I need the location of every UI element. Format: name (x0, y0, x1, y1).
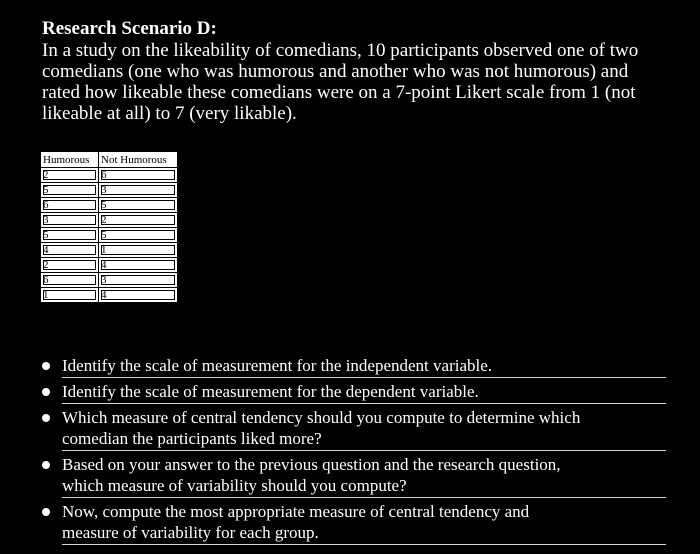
question-line: Now, compute the most appropriate measure of central tendency and (62, 502, 530, 521)
question-item (36, 355, 666, 378)
question-text (62, 381, 666, 404)
humorous-cell: 2 (41, 168, 99, 183)
question-item (36, 501, 666, 545)
not-humorous-cell: 1 (99, 243, 178, 258)
not-humorous-cell: 6 (99, 168, 178, 183)
table-row (41, 288, 178, 303)
question-line: Identify the scale of measurement for the independent variable. (62, 356, 493, 375)
bullet-icon (42, 362, 50, 370)
humorous-cell: 5 (41, 183, 99, 198)
scenario-line: rated how likeable these comedians were on a 7-point Likert scale from 1 (not (42, 82, 636, 103)
bullet-icon (42, 414, 50, 422)
humorous-cell: 6 (41, 198, 99, 213)
ratings-table (40, 151, 178, 303)
scenario-line: In a study on the likeability of comedians, 10 participants observed one of two (42, 40, 639, 61)
scenario-block (42, 18, 682, 124)
bullet-icon (42, 461, 50, 469)
table-row (41, 258, 178, 273)
question-line: measure of variability for each group. (62, 523, 319, 542)
question-line: Based on your answer to the previous question and the research question, (62, 455, 561, 474)
question-item (36, 407, 666, 451)
humorous-cell: 1 (41, 288, 99, 303)
humorous-cell: 2 (41, 258, 99, 273)
table-row (41, 243, 178, 258)
not-humorous-cell: 4 (99, 288, 178, 303)
question-list (36, 355, 666, 548)
table-row (41, 183, 178, 198)
table-row (41, 228, 178, 243)
scenario-description (42, 40, 682, 124)
table-row (41, 273, 178, 288)
scenario-line: likeable at all) to 7 (very likable). (42, 103, 297, 124)
table-header-row (41, 152, 178, 168)
question-text (62, 355, 666, 378)
humorous-cell: 6 (41, 273, 99, 288)
bullet-icon (42, 508, 50, 516)
humorous-cell: 4 (41, 243, 99, 258)
humorous-cell: 3 (41, 213, 99, 228)
header-not-humorous: Not Humorous (99, 152, 178, 168)
question-line: Which measure of central tendency should you compute to determine which (62, 408, 581, 427)
bullet-icon (42, 388, 50, 396)
question-line: comedian the participants liked more? (62, 429, 322, 448)
table-row (41, 168, 178, 183)
question-item (36, 454, 666, 498)
header-humorous: Humorous (41, 152, 99, 168)
question-text (62, 501, 666, 545)
table-row (41, 213, 178, 228)
question-line: which measure of variability should you compute? (62, 476, 407, 495)
question-text (62, 454, 666, 498)
not-humorous-cell: 2 (99, 213, 178, 228)
question-item (36, 381, 666, 404)
scenario-line: comedians (one who was humorous and another who was not humorous) and (42, 61, 629, 82)
question-line: Identify the scale of measurement for the dependent variable. (62, 382, 479, 401)
not-humorous-cell: 5 (99, 228, 178, 243)
not-humorous-cell: 3 (99, 273, 178, 288)
scenario-title: Research Scenario D: (42, 18, 217, 39)
not-humorous-cell: 3 (99, 183, 178, 198)
table-row (41, 198, 178, 213)
not-humorous-cell: 5 (99, 198, 178, 213)
humorous-cell: 5 (41, 228, 99, 243)
question-text (62, 407, 666, 451)
not-humorous-cell: 4 (99, 258, 178, 273)
